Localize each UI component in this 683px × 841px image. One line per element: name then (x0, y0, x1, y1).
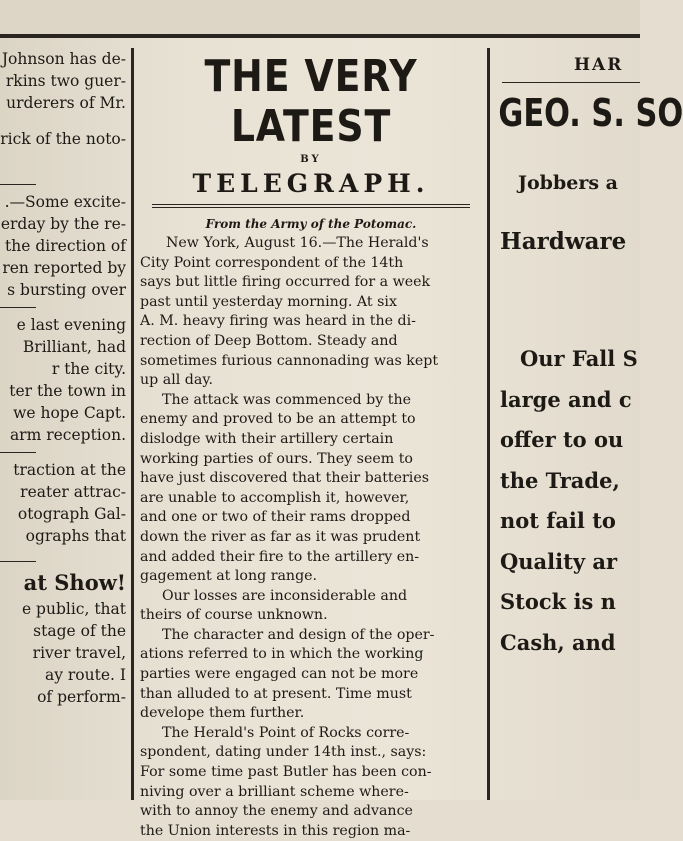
headline: THE VERY LATEST (204, 51, 418, 152)
double-rule (152, 204, 470, 208)
text-line: and added their fire to the artillery en- (140, 548, 420, 565)
advertisement-column (492, 48, 683, 663)
text-line: are unable to accomplish it, however, (140, 489, 410, 506)
text-line: urderers of Mr. (6, 94, 126, 112)
article-subheading: From the Army of the Potomac. (205, 217, 417, 231)
top-margin (0, 0, 640, 34)
ad-line: Our Fall S (520, 346, 638, 371)
text-line: working parties of ours. They seem to (140, 450, 413, 467)
left-paragraph-4 (0, 459, 128, 547)
ad-line: large and c (500, 386, 632, 412)
text-line: have just discovered that their batteries (140, 470, 430, 487)
text-line: dislodge with their artillery certain (140, 430, 394, 447)
ad-line: Jobbers a (518, 172, 618, 194)
article-body (136, 234, 486, 841)
text-line: down the river as far as it was prudent (140, 528, 421, 545)
text-line: traction at the (13, 461, 126, 479)
text-line: ographs that (25, 527, 126, 545)
text-line: says but little firing occurred for a week (140, 274, 431, 291)
text-line: s bursting over (7, 281, 126, 299)
text-line: spondent, dating under 14th inst., says: (140, 744, 427, 761)
text-line: river travel, (32, 644, 126, 662)
text-line: stage of the (33, 622, 126, 640)
text-line: of perform- (37, 688, 126, 706)
text-line: ren reported by (2, 259, 126, 277)
text-line: For some time past Butler has been con- (140, 764, 432, 781)
text-line: rick of the noto- (0, 130, 126, 148)
text-line: sometimes furious cannonading was kept (140, 352, 439, 369)
text-line: ay route. I (44, 666, 126, 684)
text-line: The Herald's Point of Rocks corre- (162, 724, 410, 741)
column-rule-left (131, 48, 134, 800)
ad-company-name: GEO. S. SO (498, 91, 683, 135)
ad-line: Stock is n (500, 589, 616, 614)
text-line: arm reception. (9, 426, 126, 444)
left-paragraph-3 (0, 314, 128, 446)
text-line: The character and design of the oper- (162, 626, 435, 643)
ad-header: HAR (574, 55, 624, 75)
text-line: e last evening (16, 316, 126, 334)
text-line: ations referred to in which the working (140, 646, 424, 663)
text-line: City Point correspondent of the 14th (140, 254, 404, 271)
text-line: the direction of (5, 237, 126, 255)
text-line: than alluded to at present. Time must (140, 685, 412, 702)
text-line: reater attrac- (20, 483, 126, 501)
ad-line: Hardware (500, 228, 627, 255)
text-line: rection of Deep Bottom. Steady and (140, 332, 398, 349)
ad-line: the Trade, (500, 467, 620, 493)
left-column (0, 48, 128, 708)
text-line: ter the town in (9, 382, 126, 400)
text-line: theirs of course unknown. (140, 607, 328, 624)
ad-line: offer to ou (500, 427, 624, 452)
text-line: parties were engaged can not be more (140, 666, 419, 683)
byline: BY (300, 154, 322, 165)
text-line: niving over a brilliant scheme where- (140, 783, 409, 800)
text-line: erday by the re- (0, 215, 126, 233)
text-line: and one or two of their rams dropped (140, 509, 411, 526)
article-column (136, 48, 486, 841)
text-line: r the city. (51, 360, 126, 378)
text-line: Brilliant, had (22, 338, 126, 356)
text-line: The attack was commenced by the (162, 391, 411, 408)
ad-line: Cash, and (500, 629, 616, 655)
ad-line: Quality ar (500, 548, 618, 574)
text-line: otograph Gal- (17, 505, 126, 523)
text-line: enemy and proved to be an attempt to (140, 411, 416, 428)
text-line: .—Some excite- (4, 193, 126, 211)
left-paragraph-2 (0, 191, 128, 301)
left-paragraph-1 (0, 48, 128, 114)
column-rule-right (487, 48, 490, 800)
text-line: the Union interests in this region ma- (140, 822, 411, 839)
text-line: at Show! (23, 570, 126, 595)
text-line: Johnson has de- (1, 50, 126, 68)
divider (0, 184, 36, 185)
telegraph-heading: TELEGRAPH. (192, 169, 430, 198)
text-line: New York, August 16.—The Herald's (166, 235, 429, 251)
divider (0, 452, 36, 453)
text-line: Our losses are inconsiderable and (162, 587, 408, 604)
left-paragraph-5 (0, 568, 128, 708)
text-line: past until yesterday morning. At six (140, 293, 397, 310)
text-line: gagement at long range. (140, 568, 318, 585)
text-line: e public, that (21, 600, 126, 618)
text-line: develope them further. (140, 705, 305, 722)
text-line: we hope Capt. (13, 404, 126, 422)
masthead-rule (0, 34, 640, 38)
text-line: up all day. (140, 372, 213, 389)
text-line: A. M. heavy firing was heard in the di- (140, 313, 416, 330)
ad-line: not fail to (500, 508, 616, 533)
text-line: rkins two guer- (5, 72, 126, 90)
divider (0, 307, 36, 308)
text-line: with to annoy the enemy and advance (140, 803, 413, 820)
divider (0, 561, 36, 562)
